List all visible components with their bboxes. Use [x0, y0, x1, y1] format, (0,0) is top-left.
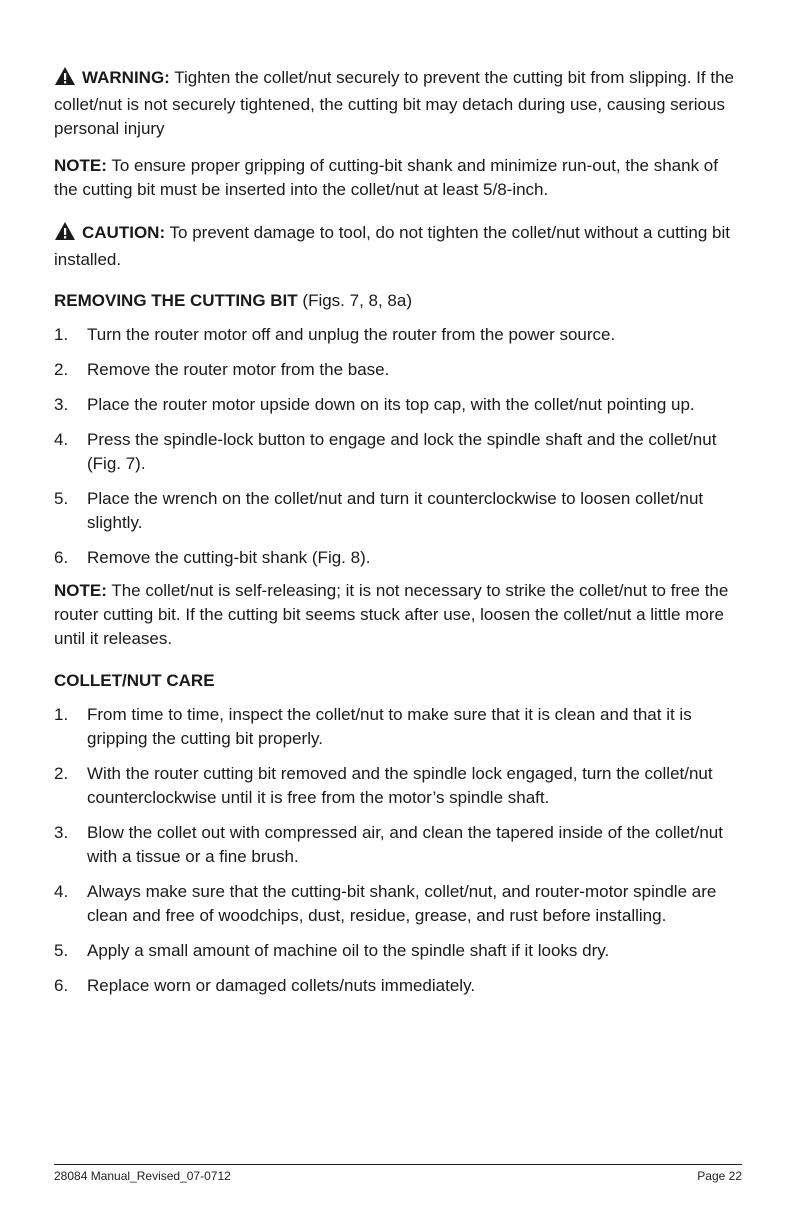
manual-page — [54, 66, 742, 1009]
list-item — [54, 546, 742, 570]
step-text: With the router cutting bit removed and the spindle lock engaged, turn the collet/nut counterclockwise until it is free from the motor’s spindle shaft. — [87, 764, 713, 807]
page-footer — [54, 1164, 742, 1183]
step-number: 3. — [54, 395, 69, 414]
step-text: Remove the cutting-bit shank (Fig. 8). — [87, 548, 371, 567]
step-text: Remove the router motor from the base. — [87, 360, 390, 379]
step-text: Press the spindle-lock button to engage and lock the spindle shaft and the collet/nut (Fig. 7). — [87, 430, 717, 473]
list-item — [54, 323, 742, 347]
step-number: 1. — [54, 325, 69, 344]
care-heading-title: COLLET/NUT CARE — [54, 671, 215, 690]
warning-block — [54, 66, 742, 141]
note-text: The collet/nut is self-releasing; it is not necessary to strike the collet/nut to free the router cutting bit. If the cutting bit seems stuck after use, loosen the collet/nut a little more until it releases. — [54, 581, 729, 648]
list-item — [54, 703, 742, 751]
step-text: Replace worn or damaged collets/nuts immediately. — [87, 976, 476, 995]
list-item — [54, 939, 742, 963]
step-text: From time to time, inspect the collet/nut to make sure that it is clean and that it is gripping the cutting bit properly. — [87, 705, 692, 748]
caution-triangle-icon — [54, 221, 76, 248]
document-id: 28084 Manual_Revised_07-0712 — [54, 1169, 231, 1183]
step-number: 5. — [54, 489, 69, 508]
warning-label: WARNING: — [82, 68, 170, 87]
step-text: Place the router motor upside down on its top cap, with the collet/nut pointing up. — [87, 395, 695, 414]
step-number: 6. — [54, 548, 69, 567]
step-number: 4. — [54, 430, 69, 449]
warning-triangle-icon — [54, 66, 76, 93]
step-number: 4. — [54, 882, 69, 901]
list-item — [54, 393, 742, 417]
warning-text: Tighten the collet/nut securely to prevent the cutting bit from slipping. If the collet/nut is not securely tightened, the cutting bit may detach during use, causing serious personal injury — [54, 68, 734, 138]
removing-heading-title: REMOVING THE CUTTING BIT — [54, 291, 298, 310]
list-item — [54, 880, 742, 928]
note-label: NOTE: — [54, 156, 107, 175]
step-text: Turn the router motor off and unplug the router from the power source. — [87, 325, 616, 344]
step-text: Blow the collet out with compressed air, and clean the tapered inside of the collet/nut with a tissue or a fine brush. — [87, 823, 723, 866]
step-number: 2. — [54, 360, 69, 379]
step-number: 3. — [54, 823, 69, 842]
note-text: To ensure proper gripping of cutting-bit shank and minimize run-out, the shank of the cutting bit must be inserted into the collet/nut at least 5/8-inch. — [54, 156, 718, 199]
step-text: Always make sure that the cutting-bit shank, collet/nut, and router-motor spindle are clean and free of woodchips, dust, residue, grease, and rust before installing. — [87, 882, 717, 925]
step-text: Apply a small amount of machine oil to the spindle shaft if it looks dry. — [87, 941, 610, 960]
list-item — [54, 358, 742, 382]
step-number: 1. — [54, 705, 69, 724]
care-heading — [54, 669, 742, 693]
step-number: 5. — [54, 941, 69, 960]
page-number: Page 22 — [697, 1169, 742, 1183]
list-item — [54, 762, 742, 810]
list-item — [54, 428, 742, 476]
step-number: 2. — [54, 764, 69, 783]
caution-text: To prevent damage to tool, do not tighten the collet/nut without a cutting bit installed. — [54, 223, 730, 269]
step-number: 6. — [54, 976, 69, 995]
note-block-2 — [54, 579, 742, 651]
step-text: Place the wrench on the collet/nut and turn it counterclockwise to loosen collet/nut slightly. — [87, 489, 704, 532]
removing-heading — [54, 289, 742, 313]
list-item — [54, 487, 742, 535]
removing-steps-list — [54, 323, 742, 570]
note-block-1 — [54, 154, 742, 202]
list-item — [54, 974, 742, 998]
caution-block — [54, 221, 742, 272]
note-label: NOTE: — [54, 581, 107, 600]
removing-heading-ref: (Figs. 7, 8, 8a) — [302, 291, 413, 310]
care-steps-list — [54, 703, 742, 998]
caution-label: CAUTION: — [82, 223, 166, 242]
list-item — [54, 821, 742, 869]
